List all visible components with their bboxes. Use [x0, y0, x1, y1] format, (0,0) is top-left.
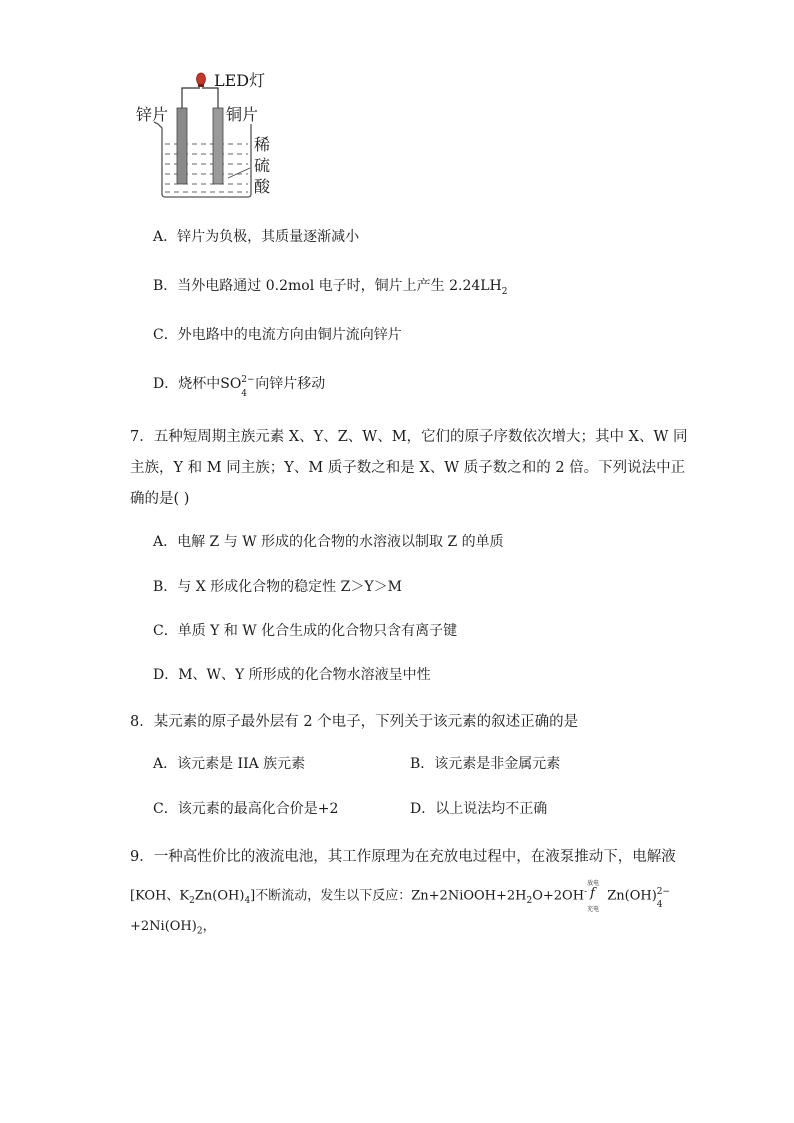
- led-bulb-icon: [197, 73, 206, 85]
- q7-option-c: C．单质 Y 和 W 化合生成的化合物只含有离子键: [153, 623, 458, 639]
- zinc-electrode: [177, 108, 187, 184]
- q8-option-b: B．该元素是非金属元素: [410, 756, 561, 772]
- q6-option-d: [153, 375, 326, 399]
- arrow-charge-label: 充电: [587, 905, 600, 913]
- q9-stem-line2: [130, 879, 671, 913]
- q7-option-a: A．电解 Z 与 W 形成的化合物的水溶液以制取 Z 的单质: [153, 534, 504, 550]
- zincate-sub: 4: [656, 900, 663, 911]
- q7-stem-line2: 主族，Y 和 M 同主族；Y、M 质子数之和是 X、W 质子数之和的 2 倍。下列说法中正: [130, 460, 686, 476]
- q6-option-a: A．锌片为负极，其质量逐渐减小: [153, 229, 360, 245]
- q7-stem-line1: 7．五种短周期主族元素 X、Y、Z、W、M，它们的原子序数依次增大；其中 X、W 同: [130, 429, 688, 445]
- acid-label-3: 酸: [254, 177, 271, 196]
- q9-l3-a: +2Ni(OH): [130, 919, 197, 934]
- q6-option-b-sub: 2: [501, 286, 508, 297]
- q9-l2-b: Zn(OH): [194, 888, 245, 904]
- sulfate-charge: 2−: [241, 375, 255, 385]
- electrochemical-cell-diagram: [130, 60, 290, 205]
- zinc-label: 锌片: [136, 105, 169, 124]
- q8-stem: 8．某元素的原子最外层有 2 个电子，下列关于该元素的叙述正确的是: [130, 714, 579, 730]
- acid-label-2: 硫: [254, 156, 271, 175]
- sulfate-sub: 4: [241, 389, 248, 399]
- q9-l2-sub3: 2: [526, 895, 533, 906]
- q6-option-d-tail: 向锌片移动: [255, 376, 326, 392]
- q6-option-b-text: B．当外电路通过 0.2mol 电子时，铜片上产生 2.24LH: [153, 278, 502, 294]
- sulfate-ion: [241, 375, 255, 399]
- zincate-charge: 2−: [656, 887, 671, 898]
- q8-option-d: D．以上说法均不正确: [410, 801, 548, 817]
- q9-l2-c: ]不断流动，发生以下反应：Zn+2NiOOH+2H: [250, 888, 527, 904]
- arrow-symbol: f: [590, 885, 595, 901]
- q8-option-a: A．该元素是 IIA 族元素: [153, 756, 306, 772]
- q9-l2-e: Zn(OH): [607, 888, 657, 904]
- q9-l2-sub1: 2: [189, 895, 195, 906]
- zincate-ion-scripts: [656, 887, 671, 911]
- q9-stem-line1: 9．一种高性价比的液流电池，其工作原理为在充放电过程中，在液泵推动下，电解液: [130, 849, 676, 865]
- copper-electrode: [213, 108, 223, 184]
- copper-label: 铜片: [226, 105, 259, 124]
- q8-option-c: C．该元素的最高化合价是+2: [153, 801, 339, 817]
- q9-l3-sub: 2: [196, 926, 203, 937]
- q6-option-b: [153, 277, 508, 301]
- arrow-discharge-label: 放电: [587, 879, 600, 887]
- q9-l3-b: ，: [202, 919, 216, 934]
- q9-stem-line3: [130, 918, 216, 941]
- q7-option-b: B．与 X 形成化合物的稳定性 Z＞Y＞M: [153, 579, 402, 595]
- q9-l2-a: [KOH、K: [130, 888, 190, 904]
- q6-option-d-text: D．烧杯中SO: [153, 376, 242, 392]
- q6-option-c: C．外电路中的电流方向由铜片流向锌片: [153, 327, 402, 343]
- q9-l2-d: O+2OH: [532, 888, 585, 904]
- acid-label-1: 稀: [254, 135, 271, 154]
- q9-l2-sub2: 4: [244, 895, 251, 906]
- reaction-arrow: [587, 879, 603, 913]
- q9-l2-sup1: -: [584, 887, 588, 897]
- q7-option-d: D．M、W、Y 所形成的化合物水溶液呈中性: [153, 667, 431, 683]
- q7-stem-line3: 确的是( ): [130, 491, 190, 507]
- led-label: LED灯: [214, 71, 266, 90]
